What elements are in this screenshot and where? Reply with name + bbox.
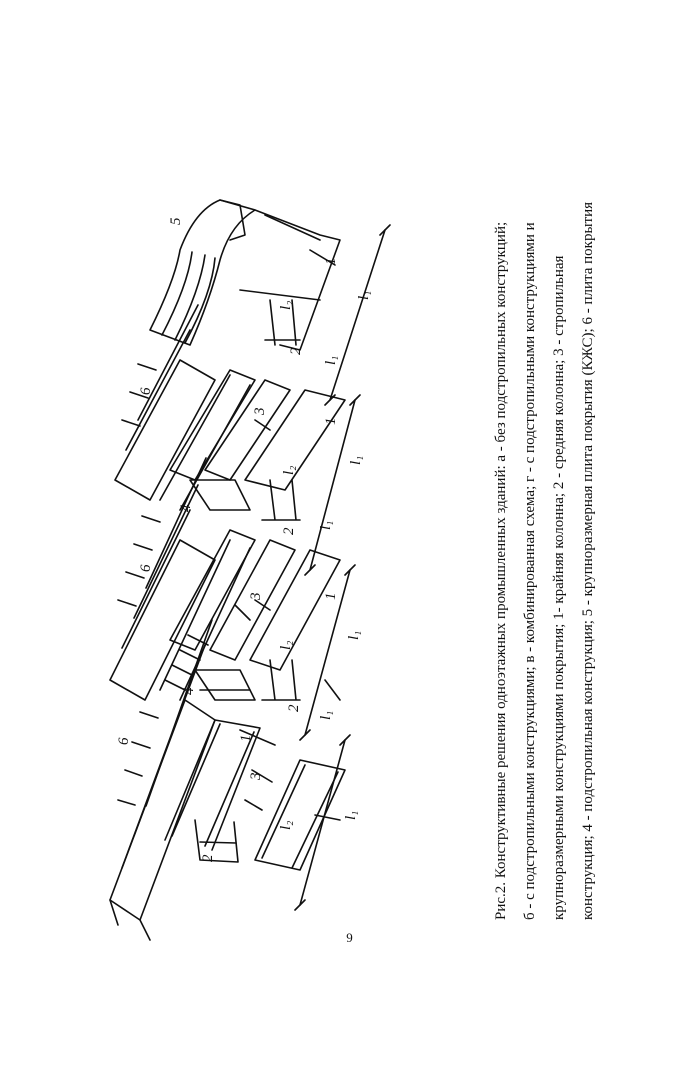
label-6: 6 <box>138 564 154 572</box>
panel-a-labels <box>116 735 359 863</box>
label-6: 6 <box>138 387 154 395</box>
label-l1: l₁ <box>343 810 359 820</box>
panel-a-drawing <box>110 620 350 940</box>
page-number: 9 <box>346 930 353 945</box>
label-2: 2 <box>288 347 304 355</box>
label-l1-bottom: l₁ <box>318 710 334 720</box>
label-6: 6 <box>116 737 132 745</box>
label-l1: l₁ <box>356 290 372 300</box>
label-l1-bottom: l₁ <box>318 520 334 530</box>
label-3: 3 <box>248 592 264 600</box>
caption-line-2: б - с подстропильными конструкциями; в - комбинированная схема; г - с подстропильными конструкциями и <box>522 222 538 920</box>
label-1: 1 <box>323 417 339 425</box>
label-1: 1 <box>323 257 339 265</box>
label-l2: l₂ <box>278 640 294 650</box>
label-l1-bottom: l₁ <box>323 355 339 365</box>
label-3: 3 <box>252 407 268 415</box>
caption-line-3: крупноразмерными конструкциями покрытия; 1- крайняя колонна; 2 - средняя колонна; 3 - стропильная <box>551 255 567 920</box>
label-4: 4 <box>178 504 194 512</box>
panel-b-labels <box>138 564 362 720</box>
label-l2: l₂ <box>278 820 294 830</box>
label-l2: l₂ <box>278 300 294 310</box>
panel-b-drawing <box>110 458 355 740</box>
label-l2: l₂ <box>281 465 297 475</box>
caption-line-4: конструкция; 4 - подстропильная конструкция; 5 - крупноразмерная плита покрытия (КЖС); 6 - плита покрытия <box>580 201 596 920</box>
label-2: 2 <box>286 704 302 712</box>
panel-c-drawing <box>115 305 360 575</box>
caption-line-1: Рис.2. Конструктивные решения одноэтажных промышленных зданий: а - без подстропильных конструкций; <box>493 221 509 920</box>
panel-d-drawing <box>150 200 390 405</box>
label-1: 1 <box>323 592 339 600</box>
label-l1: l₁ <box>346 630 362 640</box>
label-4: 4 <box>181 687 197 695</box>
label-l1: l₁ <box>348 455 364 465</box>
label-2: 2 <box>281 527 297 535</box>
label-3: 3 <box>248 772 264 780</box>
panel-d-labels <box>168 217 372 365</box>
label-5: 5 <box>168 217 184 225</box>
figure-caption <box>487 200 603 920</box>
label-2: 2 <box>200 854 216 862</box>
label-1: 1 <box>238 734 254 742</box>
